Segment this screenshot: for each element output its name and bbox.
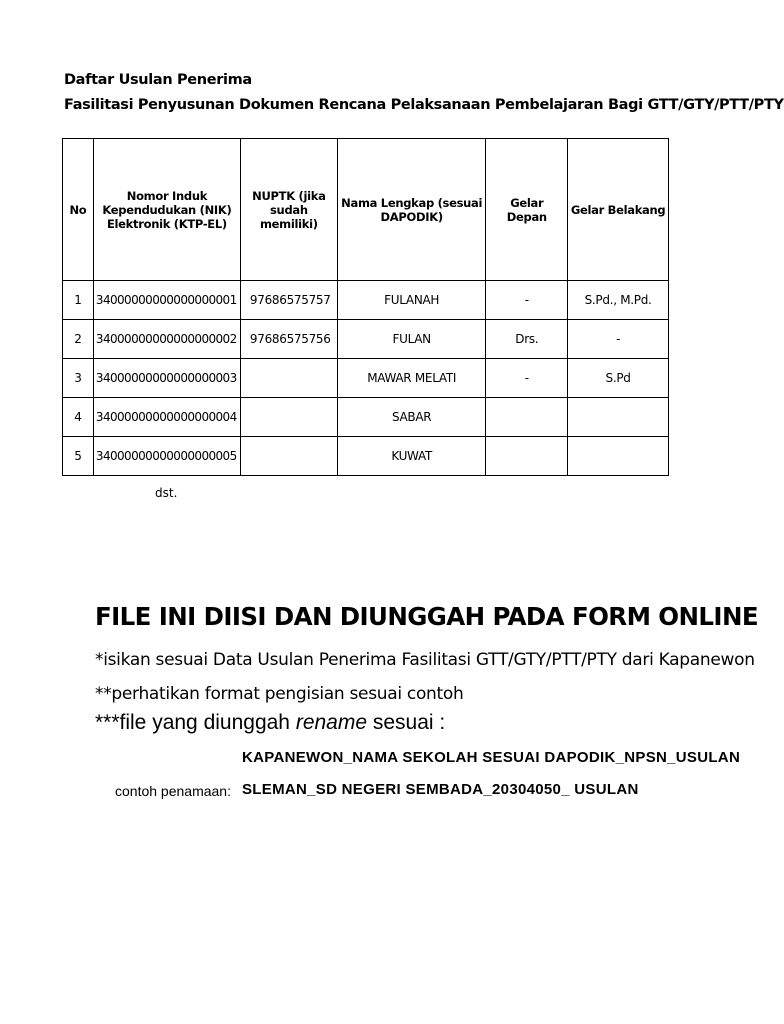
cell-nama: SABAR	[337, 398, 486, 437]
continuation-note: dst.	[155, 486, 178, 500]
cell-gelar-depan	[486, 437, 568, 476]
cell-gelar-depan: -	[486, 359, 568, 398]
cell-no: 4	[63, 398, 94, 437]
cell-gelar-depan	[486, 398, 568, 437]
instruction-note-2: **perhatikan format pengisian sesuai contoh	[95, 684, 464, 704]
column-header-nik: Nomor Induk Kependudukan (NIK) Elektronik (KTP-EL)	[93, 139, 240, 281]
cell-gelar-belakang: S.Pd., M.Pd.	[568, 281, 669, 320]
table-row	[63, 281, 669, 320]
note3-emphasis: rename	[295, 711, 368, 734]
column-header-no: No	[63, 139, 94, 281]
cell-no: 3	[63, 359, 94, 398]
example-label: contoh penamaan:	[115, 783, 231, 799]
column-header-gelar-depan: Gelar Depan	[486, 139, 568, 281]
cell-nik: 34000000000000000003	[93, 359, 240, 398]
cell-gelar-depan: Drs.	[486, 320, 568, 359]
cell-gelar-depan: -	[486, 281, 568, 320]
note3-suffix: sesuai :	[367, 711, 446, 734]
column-header-nuptk: NUPTK (jika sudah memiliki)	[240, 139, 337, 281]
page-title: Daftar Usulan Penerima	[64, 72, 252, 88]
cell-nuptk	[240, 398, 337, 437]
cell-nama: FULAN	[337, 320, 486, 359]
column-header-nama: Nama Lengkap (sesuai DAPODIK)	[337, 139, 486, 281]
cell-gelar-belakang	[568, 437, 669, 476]
cell-gelar-belakang	[568, 398, 669, 437]
proposal-table	[62, 138, 669, 476]
table-row	[63, 359, 669, 398]
cell-nama: MAWAR MELATI	[337, 359, 486, 398]
cell-no: 5	[63, 437, 94, 476]
table-row	[63, 437, 669, 476]
instruction-note-1: *isikan sesuai Data Usulan Penerima Fasilitasi GTT/GTY/PTT/PTY dari Kapanewon	[95, 650, 755, 670]
cell-nik: 34000000000000000005	[93, 437, 240, 476]
cell-nik: 34000000000000000004	[93, 398, 240, 437]
note3-prefix: ***file yang diunggah	[95, 711, 296, 734]
cell-gelar-belakang: -	[568, 320, 669, 359]
cell-nuptk: 97686575757	[240, 281, 337, 320]
table-row	[63, 320, 669, 359]
cell-nik: 34000000000000000001	[93, 281, 240, 320]
cell-nuptk	[240, 437, 337, 476]
column-header-gelar-belakang: Gelar Belakang	[568, 139, 669, 281]
cell-nama: KUWAT	[337, 437, 486, 476]
table-header-row	[63, 139, 669, 281]
example-filename: SLEMAN_SD NEGERI SEMBADA_20304050_ USULAN	[242, 781, 639, 798]
cell-nik: 34000000000000000002	[93, 320, 240, 359]
cell-nama: FULANAH	[337, 281, 486, 320]
cell-no: 2	[63, 320, 94, 359]
cell-nuptk	[240, 359, 337, 398]
filename-format: KAPANEWON_NAMA SEKOLAH SESUAI DAPODIK_NPSN_USULAN	[242, 749, 741, 766]
table-row	[63, 398, 669, 437]
cell-nuptk: 97686575756	[240, 320, 337, 359]
cell-gelar-belakang: S.Pd	[568, 359, 669, 398]
upload-instruction-heading: FILE INI DIISI DAN DIUNGGAH PADA FORM ONLINE	[95, 602, 758, 631]
page-subtitle: Fasilitasi Penyusunan Dokumen Rencana Pelaksanaan Pembelajaran Bagi GTT/GTY/PTT/PTY	[64, 97, 784, 113]
cell-no: 1	[63, 281, 94, 320]
instruction-note-3	[95, 711, 445, 735]
